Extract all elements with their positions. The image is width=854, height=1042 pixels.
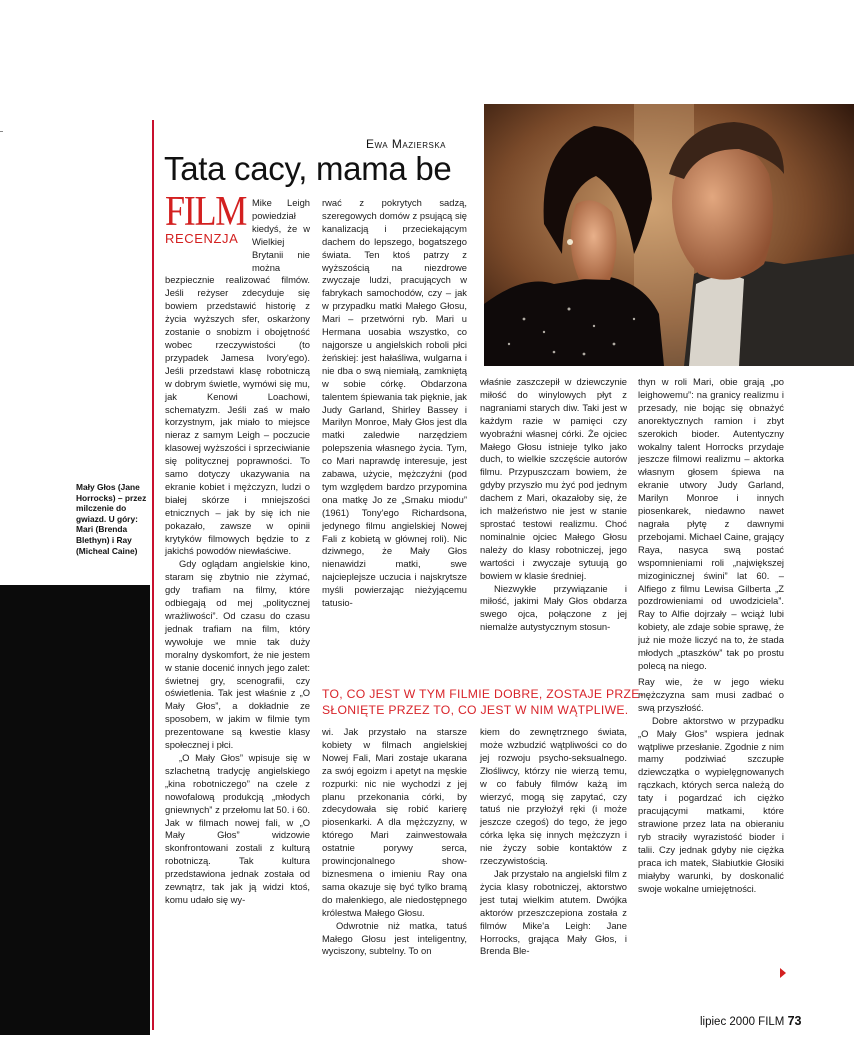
black-side-bar bbox=[0, 585, 150, 1035]
paragraph: „O Mały Głos” wpisuje się w szlachetną tradycję angielskiego „kina robotniczego” na czele z nowofalową produkcją „młodych gniewnych” z przełomu lat 50. i 60. Jak w filmach nowej fali, w „O Mały Głos” widzowie skonfrontowani zostali z kulturą robotniczą. Tak kultura przedstawiona jednak została od zewnątrz, tak jak ją widzi ktoś, komu udało się wy- bbox=[165, 751, 310, 905]
paragraph: Gdy oglądam angielskie kino, staram się zbytnio nie zżymać, gdy trafiam na filmy, które odbiegają od mej „politycznej wrażliwości”. Od czasu do czasu jednak trafiam na film, który wywołuje we mnie tak duży moralny dyskomfort, że nie jestem w stanie docenić innych jego zalet: świetnej gry, scenografii, czy oświetlenia. Tak jest właśnie z „O Mały Głos”, a dokładnie ze sposobem, w jakim w filmie tym prezentowane są kwestie klasy społecznej i płci. bbox=[165, 558, 310, 751]
column-3-lower bbox=[480, 726, 627, 958]
paragraph: kiem do zewnętrznego świata, może wzbudzić wątpliwości co do jej rozwoju psycho-seksualnego. Złośliwcy, którzy nie wierzą temu, w co fabuły filmów każą im wierzyć, mogą się zapytać, czy tatuś nie przyłożył ręki (i może jeszcze czegoś) do tego, że jego córka lęka się innych mężczyzn i nie życzy sobie kontaktów z rzeczywistością. bbox=[480, 726, 627, 867]
paragraph: Mike Leigh powiedział kiedyś, że w Wielkiej Brytanii nie można bezpiecznie realizować filmów. Jeśli reżyser zdecyduje się bowiem przedstawić historię z życia wyższych sfer, oskarżony zostanie o snobizm i obojętność wobec rzeczywistości (to przypadek Jamesa Ivory'ego). Jeśli przedstawi klasę robotniczą w dobrym świetle, wymówi się mu, jak Kenowi Loachowi, schematyzm. Jeśli zaś w mało korzystnym, jak miało to miejsce nieraz z samym Leigh – poczucie klasowej wyższości i sprzeciwianie się politycznej poprawności. To samo dotyczy ukazywania na ekranie kobiet i mężczyzn, ludzi o białej skórze i mniejszości etnicznych – jak by się ich nie pokazało, zawsze w opinii krytyków filmowych będzie to z jakichś powodów niewłaściwe. bbox=[165, 197, 310, 557]
column-4-lower bbox=[638, 676, 784, 895]
paragraph: Odwrotnie niż matka, tatuś Małego Głosu jest inteligentny, wyciszony, subtelny. To on bbox=[322, 919, 467, 957]
article-title: Tata cacy, mama be bbox=[164, 150, 452, 187]
column-2 bbox=[322, 197, 467, 687]
paragraph: Dobre aktorstwo w przypadku „O Mały Głos” wspiera jednak wątpliwe przesłanie. Zgodnie z nim mamy podziwiać szczupłe dziewczątka o wypielęgnowanych rączkach, których serca należą do taty i pogardzać ich ciężko pracującymi matkami, które strawione przez lata na obieraniu ryb straciły wyrazistość bioder i talii. Czy jednak gdyby nie ciężka praca ich matek, Słabiutkie Głosiki miałyby warunki, by doskonalić swoje wokalne umiejętności. bbox=[638, 714, 784, 894]
red-rule bbox=[152, 120, 154, 1030]
film-still-photo bbox=[484, 104, 854, 366]
pullquote: TO, CO JEST W TYM FILMIE DOBRE, ZOSTAJE PRZE-SŁONIĘTE PRZEZ TO, CO JEST W NIM WĄTPLIWE. bbox=[322, 687, 645, 717]
paragraph: właśnie zaszczepił w dziewczynie miłość do winylowych płyt z nagraniami starych diw. Taki jest w każdym razie w pamięci czy wyobraźni własnej córki. Że ojciec Małego Głosu istnieje tylko jako duch, to wielkie szczęście autorów filmu. Przypuszczam bowiem, że gdyby przyszło mu żyć pod jednym dachem z Mari, okazałoby się, że ich małżeństwo nie jest w stanie sprostać testowi realizmu. Choć nominalnie ojciec Małego Głosu należy do klasy robotniczej, jego wartości i zwyczaje sytuują go bowiem w klasie średniej. bbox=[480, 376, 627, 581]
column-3 bbox=[480, 376, 627, 688]
issue-label: lipiec 2000 FILM bbox=[700, 1016, 785, 1028]
column-4 bbox=[638, 376, 784, 688]
column-2-lower bbox=[322, 726, 467, 958]
film-logo-text: FILM bbox=[165, 189, 247, 235]
paragraph: wi. Jak przystało na starsze kobiety w filmach angielskiej Nowej Fali, Mari zostaje ukarana za swój egoizm i apetyt na męskie rozpurki: nic nie wychodzi z jej planu przekonania córki, by zdecydowała się robić karierę piosenkarki. A dla mężczyzny, w którego Mari zainwestowała ostatnie porywy serca, prowincjonalnego show-biznesmena o imieniu Ray ona sama okazuje się być tylko bramą do małenkiego, ale niedostępnego królestwa Małego Głosu. bbox=[322, 726, 467, 918]
photo-caption: Mały Głos (Jane Horrocks) – przez milczenie do gwiazd. U góry: Mari (Brenda Blethyn) i Ray (Micheal Caine) bbox=[76, 482, 147, 556]
page-footer bbox=[700, 1014, 801, 1028]
column-1 bbox=[165, 189, 310, 907]
paragraph: Jak przystało na angielski film z życia klasy robotniczej, aktorstwo jest tutaj wielkim atutem. Dwójka aktorów przeszczepiona została z filmów Mike'a Leigh: Jane Horrocks, grająca Mały Głos, i Brenda Ble- bbox=[480, 867, 627, 957]
author-byline: Ewa Mazierska bbox=[366, 137, 446, 151]
paragraph: Ray wie, że w jego wieku mężczyzna sam musi zadbać o swą przyszłość. bbox=[638, 676, 784, 713]
paragraph: rwać z pokrytych sadzą, szeregowych domów z psującą się kanalizacją i przeciekającym dachem do lepszego, bogatszego świata. Ten ktoś patrzy z wyższością na niezdrowe zwyczaje ludzi, pracujących w fabrykach samochodów, czy – jak w przypadku matki Małego Głosu, Mari – przetwórni ryb. Mari u Hermana uosabia wszystko, co najgorsze u angielskich roboli płci żeńskiej: jest hałaśliwa, wulgarna i nie dba o swą niemiałą, zamkniętą w sobie córkę. Obdarzona talentem śpiewania tak pięknie, jak Judy Garland, Shirley Bassey i Marilyn Monroe, Mały Głos jest dla matki zaledwie narzędziem polepszenia własnego życia. Tym, co Mari naprawdę interesuje, jest zabawa, użycie, mężczyźni (pod tym względem bardzo przypomina ona matkę Jo ze „Smaku miodu” (1961) Tony'ego Richardsona, jedynego filmu angielskiej Nowej Fali z kobietą w głównej roli). Nic dziwnego, że Mały Głos nienawidzi matki, swe najcieplejsze uczucia i najskrytsze myśli powierzając nieżyjącemu tatusio- bbox=[322, 197, 467, 609]
logo-float-spacer bbox=[165, 189, 252, 262]
end-of-article-mark bbox=[780, 968, 786, 978]
page-number: 73 bbox=[787, 1014, 802, 1028]
paragraph: thyn w roli Mari, obie grają „po leighowemu”: na granicy realizmu i przesady, nie bojąc się obnażyć anorektycznych ramion i zbyt szerokich bioder. Autentyczny wokalny talent Horrocks przydaje jeszcze filmowi realizmu – aktorka własnym głosem śpiewa na ekranie utwory Judy Garland, Marilyn Monroe i innych piosenkarek, niedawno nawet nagrała płytę z dawnymi przebojami. Michael Caine, grający Raya, nasyca swą postać wspomnieniami roli „największej mizoginicznej świni” lat 60. – Alfiego z filmu Lewisa Gilberta „Z pozdrowieniami od uwodziciela”. Ray to Alfie dojrzały – wciąż lubi kobiety, ale zdaje sobie sprawę, że już nie może liczyć na to, że stada młodych „ptaszków” tak po prostu polecą na niego. bbox=[638, 376, 784, 671]
film-still-illustration bbox=[484, 104, 854, 366]
margin-tick bbox=[0, 131, 3, 132]
paragraph: Niezwykłe przywiązanie i miłość, jakimi Mały Głos obdarza swego ojca, połączone z jej niemalże autystycznym stosun- bbox=[480, 582, 627, 633]
section-label: RECENZJA bbox=[165, 231, 239, 246]
